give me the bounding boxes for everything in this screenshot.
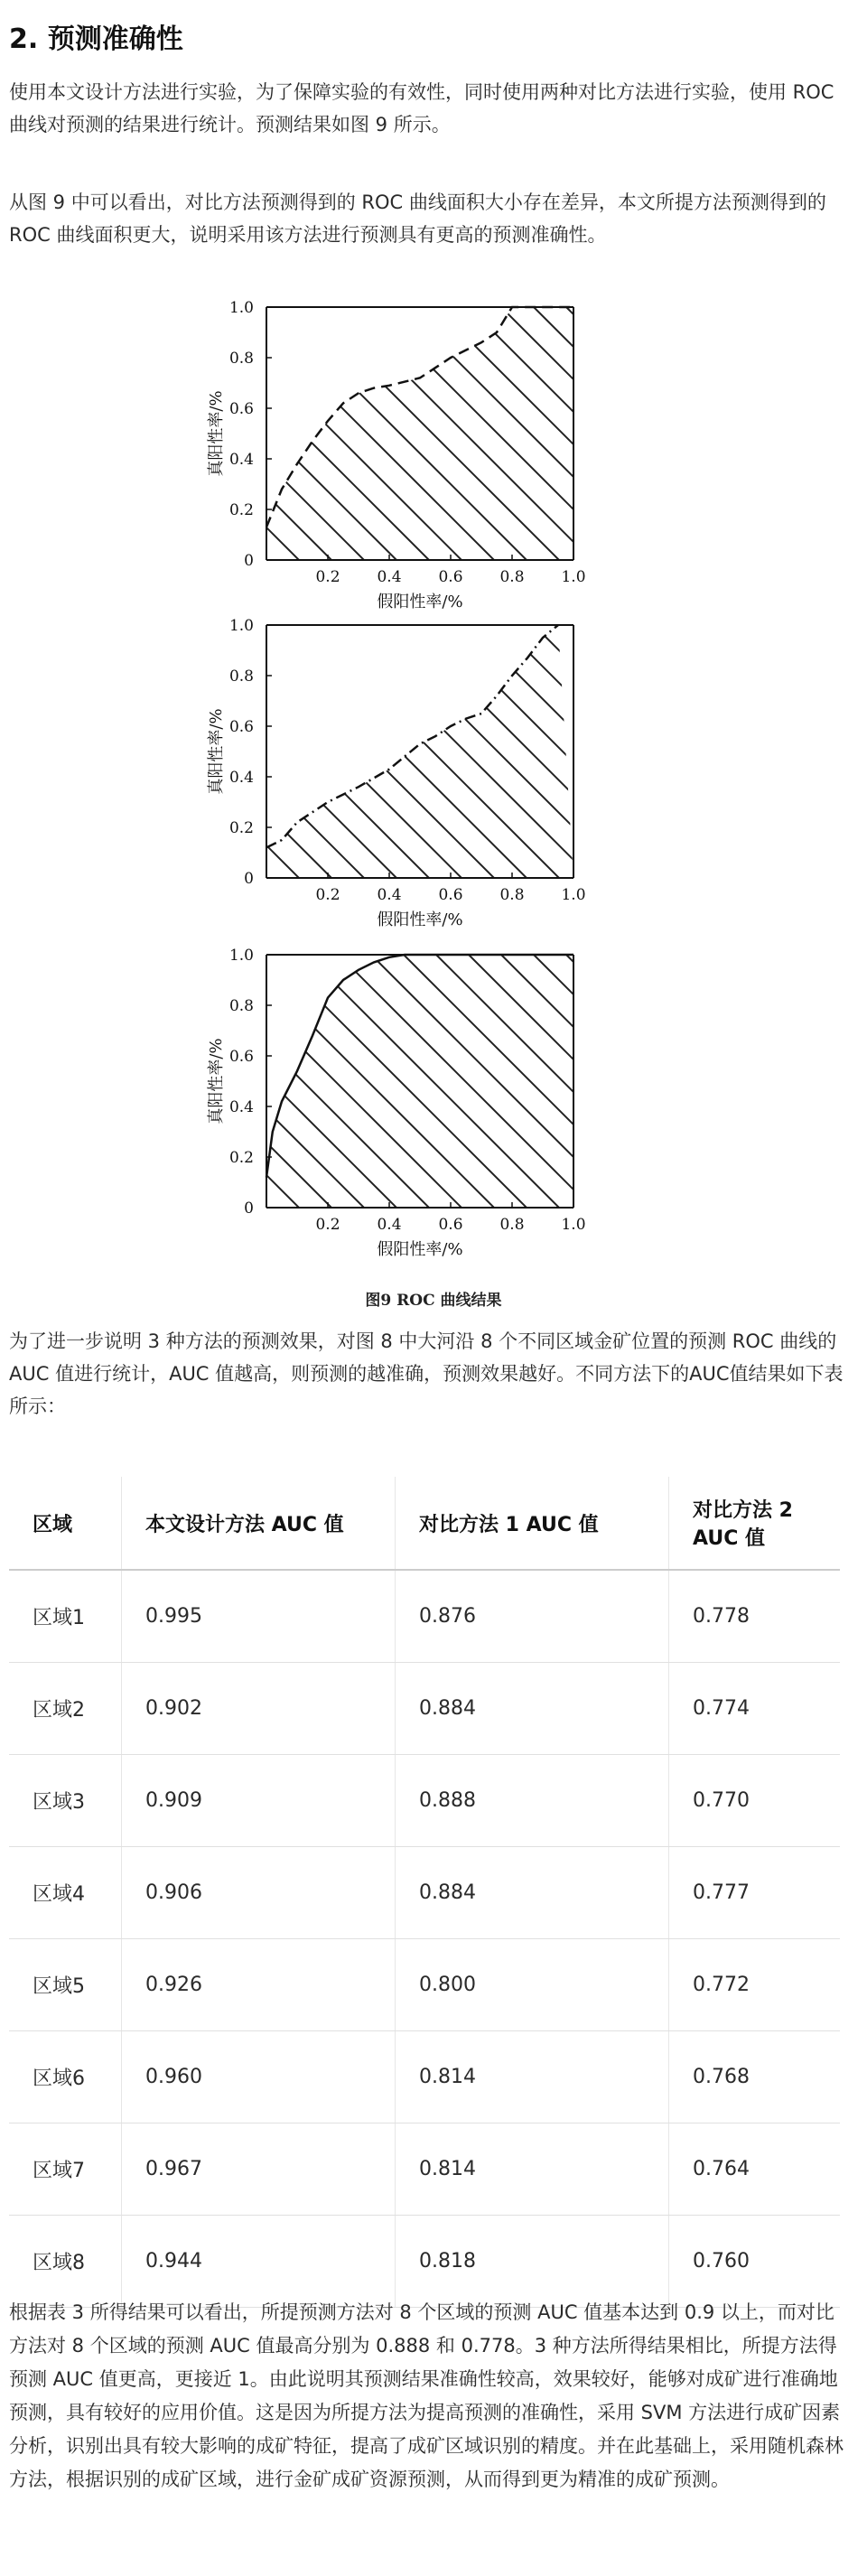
cell-value: 0.888 <box>396 1755 669 1847</box>
cell-value: 0.814 <box>396 2031 669 2123</box>
hatch-line <box>185 307 266 560</box>
hatch-line <box>339 955 592 1208</box>
y-tick-label: 0 <box>244 1199 254 1218</box>
paragraph-auc-intro: 为了进一步说明 3 种方法的预测效果，对图 8 中大河沿 8 个不同区域金矿位置的预测 ROC 曲线的 AUC 值进行统计，AUC 值越高，则预测的越准确，预测效果越好。不同方法下的AUC值结果如下表所示： <box>9 1330 844 1417</box>
x-tick-label: 0.2 <box>315 886 340 904</box>
cell-value: 0.967 <box>122 2123 396 2216</box>
x-tick-label: 0.6 <box>438 886 463 904</box>
x-tick-label: 0.2 <box>315 1216 340 1234</box>
y-tick-label: 0.6 <box>228 1048 254 1066</box>
x-tick-label: 0.2 <box>315 568 340 586</box>
table-row <box>9 1755 840 1847</box>
paragraph-analysis: 从图 9 中可以看出，对比方法预测得到的 ROC 曲线面积大小存在差异，本文所提方法预测得到的 ROC 曲线面积更大，说明采用该方法进行预测具有更高的预测准确性。 <box>9 191 826 246</box>
cell-value: 0.960 <box>122 2031 396 2123</box>
cell-region: 区域8 <box>9 2216 122 2308</box>
x-tick-label: 1.0 <box>561 1216 586 1234</box>
hatch-line <box>371 307 624 560</box>
cell-value: 0.800 <box>396 1939 669 2031</box>
hatch-line <box>306 625 559 878</box>
y-tick-label: 0.4 <box>228 451 254 469</box>
y-tick-label: 1.0 <box>228 299 254 317</box>
hatch-line <box>631 625 673 878</box>
table-row <box>9 1570 840 1663</box>
hatch-line <box>371 955 624 1208</box>
section-heading: 2. 预测准确性 <box>9 23 183 55</box>
table-row <box>9 2123 840 2216</box>
hatch-line <box>566 307 673 560</box>
hatch-line <box>209 625 461 878</box>
hatch-line <box>599 307 673 560</box>
cell-value: 0.768 <box>669 2031 841 2123</box>
hatch-line <box>185 307 299 560</box>
x-tick-label: 0.4 <box>377 1216 402 1234</box>
x-axis-label: 假阳性率/% <box>377 1240 463 1259</box>
hatch-line <box>664 307 673 560</box>
cell-value: 0.770 <box>669 1755 841 1847</box>
hatch-line <box>404 955 657 1208</box>
y-tick-label: 0.2 <box>228 819 254 837</box>
hatch-line <box>339 625 592 878</box>
x-tick-label: 0.6 <box>438 1216 463 1234</box>
hatch-line <box>209 307 461 560</box>
cell-region: 区域5 <box>9 1939 122 2031</box>
x-axis-label: 假阳性率/% <box>377 910 463 929</box>
table-row <box>9 2216 840 2308</box>
cell-value: 0.814 <box>396 2123 669 2216</box>
y-tick-label: 0.8 <box>228 667 254 686</box>
hatch-line <box>664 955 673 1208</box>
cell-value: 0.774 <box>669 1663 841 1755</box>
table-row <box>9 1663 840 1755</box>
hatch-line <box>501 955 673 1208</box>
x-tick-label: 1.0 <box>561 886 586 904</box>
hatch-line <box>404 307 657 560</box>
roc-curve <box>266 307 573 527</box>
hatch-line <box>274 625 527 878</box>
paragraph-intro: 使用本文设计方法进行实验，为了保障实验的有效性，同时使用两种对比方法进行实验，使用 ROC 曲线对预测的结果进行统计。预测结果如图 9 所示。 <box>9 81 834 135</box>
x-tick-label: 0.8 <box>499 1216 525 1234</box>
y-tick-label: 0.8 <box>228 997 254 1015</box>
cell-value: 0.760 <box>669 2216 841 2308</box>
x-tick-label: 0.8 <box>499 886 525 904</box>
header-region: 区域 <box>9 1477 122 1570</box>
y-tick-label: 0.8 <box>228 350 254 368</box>
hatch-line <box>566 625 673 878</box>
cell-value: 0.778 <box>669 1570 841 1663</box>
cell-value: 0.902 <box>122 1663 396 1755</box>
cell-value: 0.884 <box>396 1663 669 1755</box>
hatch-fill <box>185 625 673 878</box>
hatch-line <box>501 625 673 878</box>
y-tick-label: 0.6 <box>228 718 254 736</box>
x-tick-label: 0.4 <box>377 568 402 586</box>
hatch-line <box>599 625 673 878</box>
x-axis-label: 假阳性率/% <box>377 593 463 611</box>
cell-region: 区域7 <box>9 2123 122 2216</box>
cell-value: 0.909 <box>122 1755 396 1847</box>
cell-region: 区域6 <box>9 2031 122 2123</box>
y-tick-label: 0.6 <box>228 400 254 418</box>
hatch-line <box>664 625 673 878</box>
hatch-line <box>631 955 673 1208</box>
cell-value: 0.818 <box>396 2216 669 2308</box>
cell-region: 区域2 <box>9 1663 122 1755</box>
x-tick-label: 0.4 <box>377 886 402 904</box>
hatch-fill <box>185 307 673 560</box>
cell-value: 0.926 <box>122 1939 396 2031</box>
cell-value: 0.944 <box>122 2216 396 2308</box>
hatch-line <box>185 955 299 1208</box>
y-tick-label: 0.2 <box>228 1149 254 1167</box>
cell-value: 0.764 <box>669 2123 841 2216</box>
header-compare2-auc: 对比方法 2 AUC 值 <box>669 1477 841 1570</box>
table-header-row <box>9 1477 840 1570</box>
hatch-line <box>599 955 673 1208</box>
roc-chart-compare-2 <box>185 937 673 1280</box>
hatch-line <box>631 307 673 560</box>
y-tick-label: 0.4 <box>228 769 254 787</box>
y-tick-label: 0 <box>244 870 254 888</box>
figure-caption: 图9 ROC 曲线结果 <box>365 1292 502 1310</box>
hatch-line <box>339 307 592 560</box>
cell-region: 区域4 <box>9 1847 122 1939</box>
y-axis-label: 真阳性率/% <box>207 390 226 477</box>
hatch-fill <box>185 955 673 1208</box>
y-tick-label: 0 <box>244 552 254 570</box>
y-axis-label: 真阳性率/% <box>207 708 226 795</box>
header-compare1-auc: 对比方法 1 AUC 值 <box>396 1477 669 1570</box>
hatch-line <box>566 955 673 1208</box>
roc-chart-proposed <box>185 289 673 614</box>
cell-region: 区域1 <box>9 1570 122 1663</box>
y-axis-label: 真阳性率/% <box>207 1038 226 1125</box>
hatch-line <box>241 625 494 878</box>
x-tick-label: 1.0 <box>561 568 586 586</box>
hatch-line <box>404 625 657 878</box>
roc-chart-compare-1 <box>185 607 673 932</box>
cell-value: 0.772 <box>669 1939 841 2031</box>
x-tick-label: 0.6 <box>438 568 463 586</box>
paragraph-conclusion: 根据表 3 所得结果可以看出，所提预测方法对 8 个区域的预测 AUC 值基本达到 0.9 以上，而对比方法对 8 个区域的预测 AUC 值最高分别为 0.888 和 0.778。3 种方法所得结果相比，所提方法得预测 AUC 值更高，更接近 1。由此说明其预测结果准确性较高，效果较好，能够对成矿进行准确地预测，具有较好的应用价值。这是因为所提方法为提高预测的准确性，采用 SVM 方法进行成矿因素分析，识别出具有较大影响的成矿特征，提高了成矿区域识别的精度。并在此基础上，采用随机森林方法，根据识别的成矿区域，进行金矿成矿资源预测，从而得到更为精准的成矿预测。 <box>9 2301 844 2490</box>
hatch-line <box>274 955 527 1208</box>
y-tick-label: 0.2 <box>228 501 254 519</box>
hatch-line <box>209 955 461 1208</box>
cell-value: 0.884 <box>396 1847 669 1939</box>
hatch-line <box>501 307 673 560</box>
cell-value: 0.906 <box>122 1847 396 1939</box>
cell-value: 0.876 <box>396 1570 669 1663</box>
table-row <box>9 1847 840 1939</box>
cell-region: 区域3 <box>9 1755 122 1847</box>
auc-table <box>9 1477 840 2308</box>
hatch-line <box>185 955 266 1208</box>
y-tick-label: 0.4 <box>228 1098 254 1116</box>
y-tick-label: 1.0 <box>228 947 254 965</box>
y-tick-label: 1.0 <box>228 617 254 635</box>
hatch-line <box>306 955 559 1208</box>
table-row <box>9 2031 840 2123</box>
cell-value: 0.995 <box>122 1570 396 1663</box>
hatch-line <box>241 955 494 1208</box>
table-row <box>9 1939 840 2031</box>
hatch-line <box>185 625 299 878</box>
hatch-line <box>469 625 673 878</box>
hatch-line <box>274 307 527 560</box>
hatch-line <box>306 307 559 560</box>
cell-value: 0.777 <box>669 1847 841 1939</box>
hatch-line <box>185 625 266 878</box>
x-tick-label: 0.8 <box>499 568 525 586</box>
header-proposed-auc: 本文设计方法 AUC 值 <box>122 1477 396 1570</box>
hatch-line <box>241 307 494 560</box>
